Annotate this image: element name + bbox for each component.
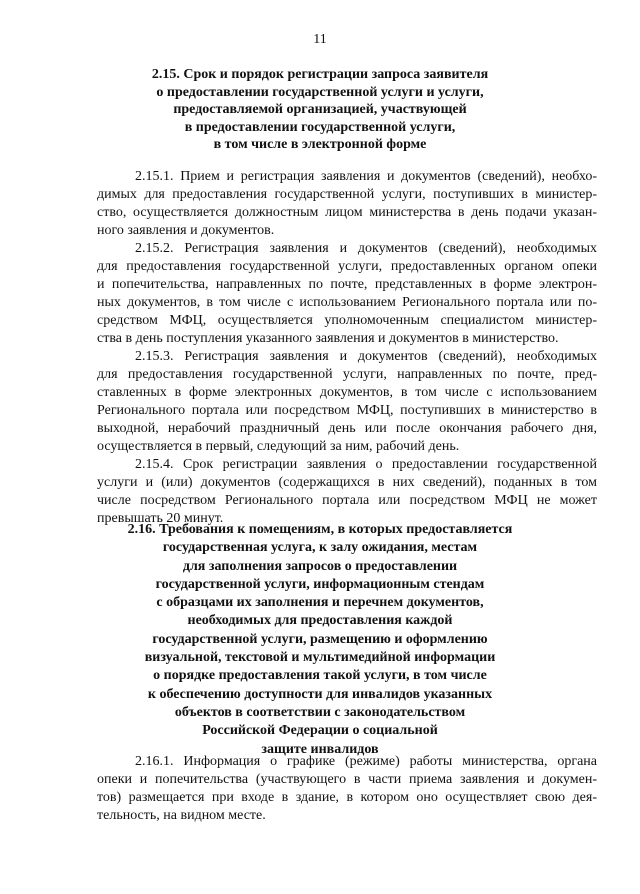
paragraph-line: ство, осуществляется должностным лицом министерства в день подачи указан-	[97, 205, 597, 220]
heading-line: в предоставлении государственной услуги,	[184, 119, 456, 135]
heading-line: для заполнения запросов о предоставлении	[182, 558, 458, 574]
paragraph-line: осуществляется в первый, следующий за ним, рабочий день.	[97, 439, 460, 454]
heading-line: 2.15. Срок и порядок регистрации запроса заявителя	[151, 67, 489, 82]
paragraph-line: ного заявления и документов.	[97, 223, 275, 238]
heading-line: о порядке предоставления такой услуги, в том числе	[153, 668, 487, 684]
paragraph-line: димых для предоставления государственной услуги, поступивших в министер-	[97, 187, 597, 202]
paragraph-line: 2.16.1. Информация о графике (режиме) работы министерства, органа	[135, 754, 597, 769]
heading-line: визуальной, текстовой и мультимедийной информации	[144, 650, 496, 666]
page-number: 11	[313, 32, 327, 47]
heading-line: в том числе в электронной форме	[213, 137, 427, 152]
paragraph-line: тельность, на видном месте.	[97, 808, 266, 823]
paragraph-line: 2.15.2. Регистрация заявления и документов (сведений), необходимых	[135, 241, 597, 256]
paragraph-line: опеки и попечительства (участвующего в части приема заявления и докумен-	[97, 772, 597, 787]
paragraph-line: ставленных в форме электронных документов, в том числе с использованием	[97, 385, 597, 400]
paragraph-line: тов) размещается при входе в здание, в котором оно осуществляет свою дея-	[97, 790, 597, 805]
heading-line: государственная услуга, к залу ожидания, местам	[162, 540, 478, 556]
heading-line: объектов в соответствии с законодательством	[174, 704, 466, 720]
heading-line: к обеспечению доступности для инвалидов указанных	[147, 686, 493, 702]
heading-line: государственной услуги, информационным стендам	[155, 576, 485, 592]
paragraph-line: услуги и (или) документов (содержащихся в них сведений), поданных в том	[97, 475, 597, 490]
paragraph-line: превышать 20 минут.	[97, 511, 224, 526]
heading-line: защите инвалидов	[261, 741, 379, 757]
section-2-15-heading	[0, 66, 640, 154]
heading-line: предоставляемой организацией, участвующей	[173, 102, 467, 117]
paragraph-line: средством МФЦ, осуществляется уполномоченным специалистом министер-	[97, 313, 597, 328]
paragraph-line: 2.15.4. Срок регистрации заявления о предоставлении государственной	[135, 457, 597, 472]
paragraph-line: ства в день поступления указанного заявления и документов в министерство.	[97, 331, 559, 346]
section-2-16-heading	[0, 521, 640, 759]
heading-line: Российской Федерации о социальной	[202, 723, 438, 739]
paragraph-line: для предоставления государственной услуги, направленных по почте, пред-	[97, 367, 597, 382]
heading-line: 2.16. Требования к помещениям, в которых предоставляется	[127, 522, 513, 537]
paragraph-line: Регионального портала или посредством МФЦ, поступивших в министерство в	[97, 403, 597, 418]
heading-line: с образцами их заполнения и перечнем документов,	[156, 595, 484, 611]
heading-line: о предоставлении государственной услуги и услуги,	[156, 84, 484, 100]
paragraph-line: числе посредством Регионального портала или посредством МФЦ не может	[97, 493, 597, 508]
paragraph-line: и попечительства, направленных по почте, представленных в форме электрон-	[97, 277, 597, 292]
paragraph-line: 2.15.1. Прием и регистрация заявления и документов (сведений), необхо-	[135, 169, 597, 184]
paragraph-line: для предоставления государственной услуги, предоставленных органом опеки	[97, 259, 597, 274]
paragraph-line: ных документов, в том числе с использованием Регионального портала или по-	[97, 295, 597, 310]
heading-line: необходимых для предоставления каждой	[187, 613, 453, 629]
paragraph-line: 2.15.3. Регистрация заявления и документов (сведений), необходимых	[135, 349, 597, 364]
heading-line: государственной услуги, размещению и оформлению	[152, 631, 488, 647]
paragraph-line: выходной, нерабочий праздничный день или после окончания рабочего дня,	[97, 421, 597, 436]
